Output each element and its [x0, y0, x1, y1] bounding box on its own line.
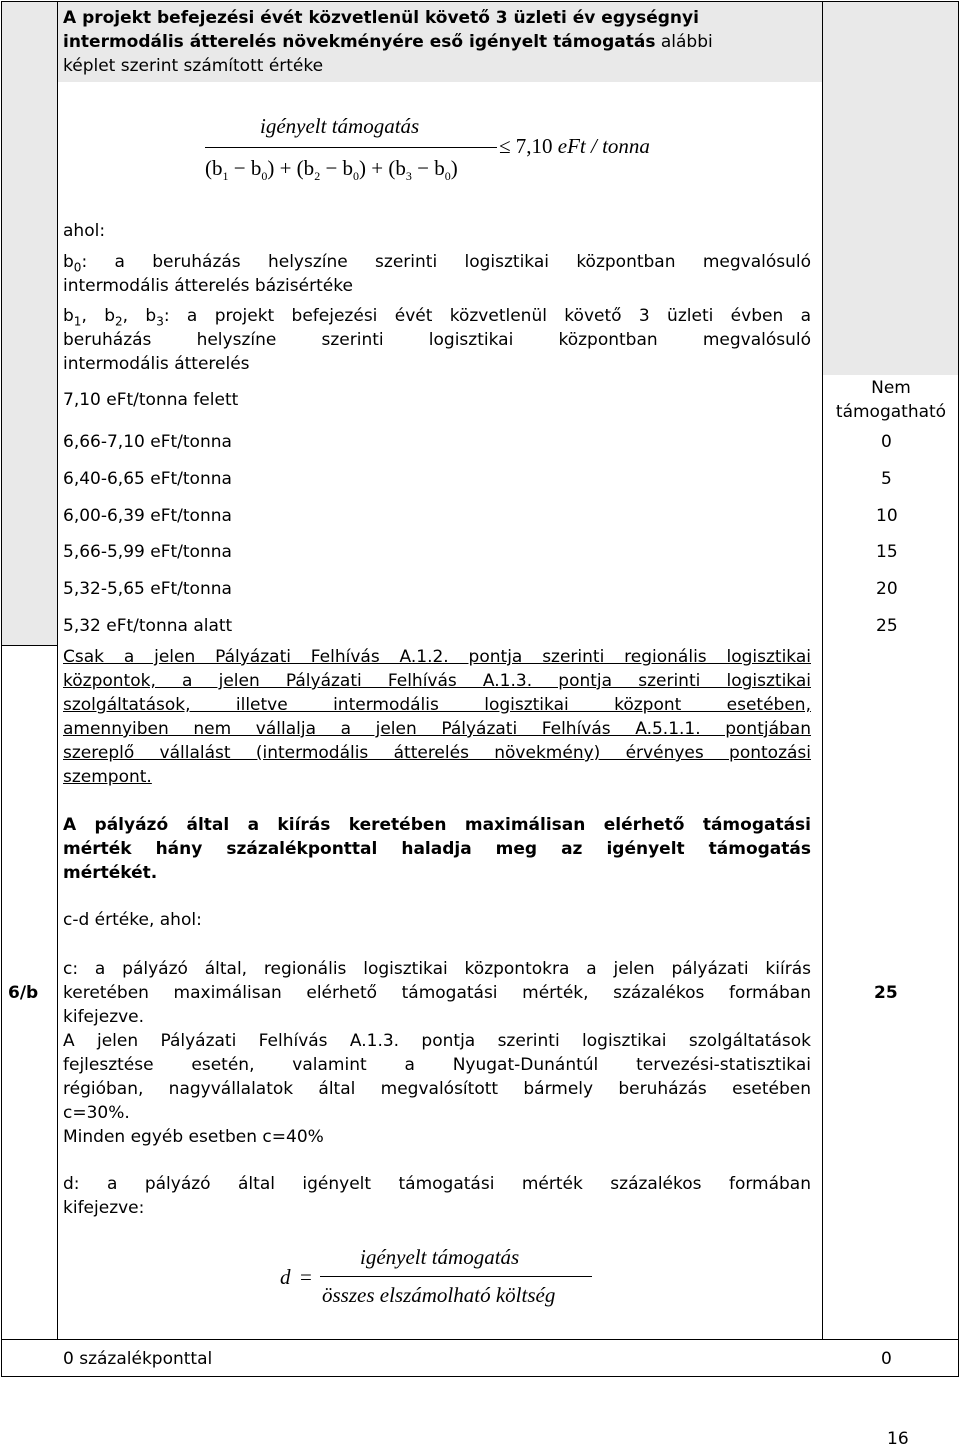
range-label-4: 5,66-5,99 eFt/tonna [63, 542, 232, 562]
def-b0: $b_0$: a beruházás helyszíne szerinti logisztikai központban megvalósuló intermodális átterelés bázisértéke [63, 252, 811, 296]
range-score-4: 15 [876, 542, 898, 562]
formula1-denominator: $(b_1 - b_0) + (b_2 - b_0) + (b_3 - b_0)$ [205, 156, 458, 184]
formula2-numerator: igényelt támogatás [360, 1245, 520, 1269]
range-score-1: 0 [881, 432, 892, 452]
heading-line-2-normal: alábbi [655, 32, 713, 52]
table-border-left [1, 1, 2, 1377]
leq-sign: ≤ [499, 134, 511, 158]
table-border-top [1, 1, 959, 2]
formula2-lhs: d [280, 1265, 291, 1289]
range-score-5: 20 [876, 579, 898, 599]
range-label-1: 6,66-7,10 eFt/tonna [63, 432, 232, 452]
table-border-col3 [822, 1, 823, 1340]
formula1-value: 7,10 [515, 134, 553, 158]
formula1-unit-eft: eFt [557, 134, 586, 158]
table-border-bottom [1, 1376, 959, 1377]
range-score-3: 10 [876, 506, 898, 526]
formula2-fraction-bar [320, 1276, 592, 1277]
range-label-2: 6,40-6,65 eFt/tonna [63, 469, 232, 489]
page-number: 16 [887, 1429, 909, 1449]
table-border-6b-top [1, 645, 58, 646]
ahol-label: ahol: [63, 221, 106, 241]
formula1-rhs [499, 134, 650, 158]
bottom-row-label: 0 százalékponttal [63, 1349, 213, 1369]
formula1-numerator: igényelt támogatás [260, 114, 420, 138]
heading-line-1: A projekt befejezési évét közvetlenül követő 3 üzleti év egységnyi [63, 8, 699, 28]
row6b-title: A pályázó által a kiírás keretében maximálisan elérhető támogatási mérték hány százalékponttal haladja meg az igényelt támogatás mértékét. [63, 815, 811, 883]
range-score-2: 5 [881, 469, 892, 489]
formula2-denominator: összes elszámolható költség [322, 1283, 556, 1307]
formula2-eq: = [300, 1265, 312, 1289]
range-label-6: 5,32 eFt/tonna alatt [63, 616, 233, 636]
formula-support-per-tonne [205, 112, 685, 192]
range-label-3: 6,00-6,39 eFt/tonna [63, 506, 232, 526]
def-d: d: a pályázó által igényelt támogatási mérték százalékos formában kifejezve: [63, 1174, 811, 1218]
cd-line: c-d értéke, ahol: [63, 910, 202, 930]
row-id-6b: 6/b [8, 983, 39, 1003]
row-score-6b: 25 [874, 983, 898, 1003]
formula-d [280, 1243, 610, 1313]
shaded-cell-left [2, 2, 57, 645]
formula1-unit-tonna: / tonna [585, 134, 650, 158]
def-c: c: a pályázó által, regionális logisztikai központokra a jelen pályázati kiírás keretében maximálisan elérhető támogatási mérték, százalékos formában kifejezve. A jelen Pályázati Felhívás A.1.3. pontja szerinti logisztikai szolgáltatások fejlesztése esetén, valamint a Nyugat-Dunántúl tervezési-statisztikai régióban, nagyvállalatok által megvalósított bármely beruházás esetében c=30%. Minden egyéb esetben c=40% [63, 959, 811, 1147]
table-border-col1 [57, 1, 58, 1340]
def-b123: $b_1$, $b_2$, $b_3$: a projekt befejezési évét közvetlenül követő 3 üzleti évben a beruházás helyszíne szerinti logisztikai központban megvalósuló intermodális átterelés [63, 306, 812, 374]
heading-line-3: képlet szerint számított értéke [63, 56, 324, 76]
formula1-fraction-bar [205, 147, 497, 148]
table-border-right [958, 1, 959, 1377]
table-border-6b-bottom [1, 1339, 959, 1340]
range-score-0: Nem támogatható [835, 378, 947, 422]
range-score-6: 25 [876, 616, 898, 636]
bottom-row-score: 0 [881, 1349, 892, 1369]
shaded-cell-right [823, 2, 958, 375]
heading-line-2 [63, 30, 713, 54]
scoring-validity-note: Csak a jelen Pályázati Felhívás A.1.2. pontja szerinti regionális logisztikai központok, a jelen Pályázati Felhívás A.1.3. pontja szerinti logisztikai szolgáltatások, illetve intermodális logisztikai központ esetében, amennyiben nem vállalja a jelen Pályázati Felhívás A.5.1.1. pontjában szereplő vállalást (intermodális átterelés növekmény) érvényes pontozási szempont. [63, 647, 811, 787]
range-label-0: 7,10 eFt/tonna felett [63, 390, 239, 410]
heading-line-2-bold: intermodális átterelés növekményére eső igényelt támogatás [63, 32, 656, 52]
range-label-5: 5,32-5,65 eFt/tonna [63, 579, 232, 599]
